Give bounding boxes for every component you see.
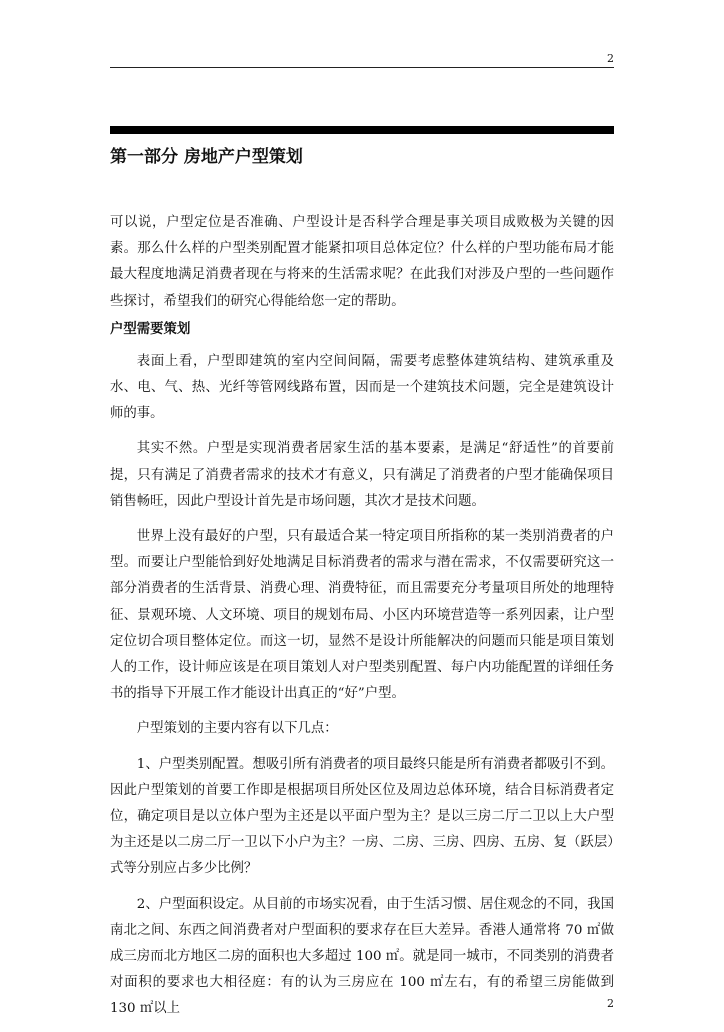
header-rule <box>110 67 614 68</box>
page-number-top: 2 <box>607 52 614 65</box>
section-bar <box>110 126 614 134</box>
paragraph-5: 1、户型类别配置。想吸引所有消费者的项目最终只能是所有消费者都吸引不到。因此户型策划的首要工作即是根据项目所处区位及周边总体环境，结合目标消费者定位，确定项目是以立体户型为主还是以平面户型为主？是以三房二厅二卫以上大户型为主还是以二房二厅一卫以下小户为主？一房、二房、三房、四房、五房、复（跃层）式等分别应占多少比例？ <box>110 756 614 877</box>
section-title: 第一部分 房地产户型策划 <box>110 147 303 167</box>
paragraph-1: 表面上看，户型即建筑的室内空间间隔，需要考虑整体建筑结构、建筑承重及水、电、气、热、光纤等管网线路布置，因而是一个建筑技术问题，完全是建筑设计师的事。 <box>110 353 614 422</box>
document-body <box>110 210 614 1032</box>
paragraph-6: 2、户型面积设定。从目前的市场实况看，由于生活习惯、居住观念的不同，我国南北之间、东西之间消费者对户型面积的要求存在巨大差异。香港人通常将 70 ㎡做成三房而北方地区二房的面积也大多超过 100 ㎡。就是同一城市，不同类别的消费者对面积的要求也大相径庭：有的认为三房应在 100 ㎡左右，有的希望三房能做到 130 ㎡以上 <box>110 896 614 1017</box>
paragraph-2: 其实不然。户型是实现消费者居家生活的基本要素，是满足“舒适性”的首要前提，只有满足了消费者需求的技术才有意义，只有满足了消费者的户型才能确保项目销售畅旺，因此户型设计首先是市场问题，其次才是技术问题。 <box>110 441 614 509</box>
intro-paragraph: 可以说，户型定位是否准确、户型设计是否科学合理是事关项目成败极为关键的因素。那么什么样的户型类别配置才能紧扣项目总体定位？什么样的户型功能布局才能最大程度地满足消费者现在与将来的生活需求呢？在此我们对涉及户型的一些问题作些探讨，希望我们的研究心得能给您一定的帮助。 <box>110 215 614 309</box>
subheading: 户型需要策划 <box>110 321 191 337</box>
paragraph-3: 世界上没有最好的户型，只有最适合某一特定项目所指称的某一类别消费者的户型。而要让户型能恰到好处地满足目标消费者的需求与潜在需求，不仅需要研究这一部分消费者的生活背景、消费心理、消费特征，而且需要充分考量项目所处的地理特征、景观环境、人文环境、项目的规划布局、小区内环境营造等一系列因素，让户型定位切合项目整体定位。而这一切，显然不是设计所能解决的问题而只能是项目策划人的工作，设计师应该是在项目策划人对户型类别配置、每户内功能配置的详细任务书的指导下开展工作才能设计出真正的“好”户型。 <box>110 529 614 702</box>
page-number-bottom: 2 <box>607 997 614 1010</box>
paragraph-4: 户型策划的主要内容有以下几点： <box>136 721 338 737</box>
